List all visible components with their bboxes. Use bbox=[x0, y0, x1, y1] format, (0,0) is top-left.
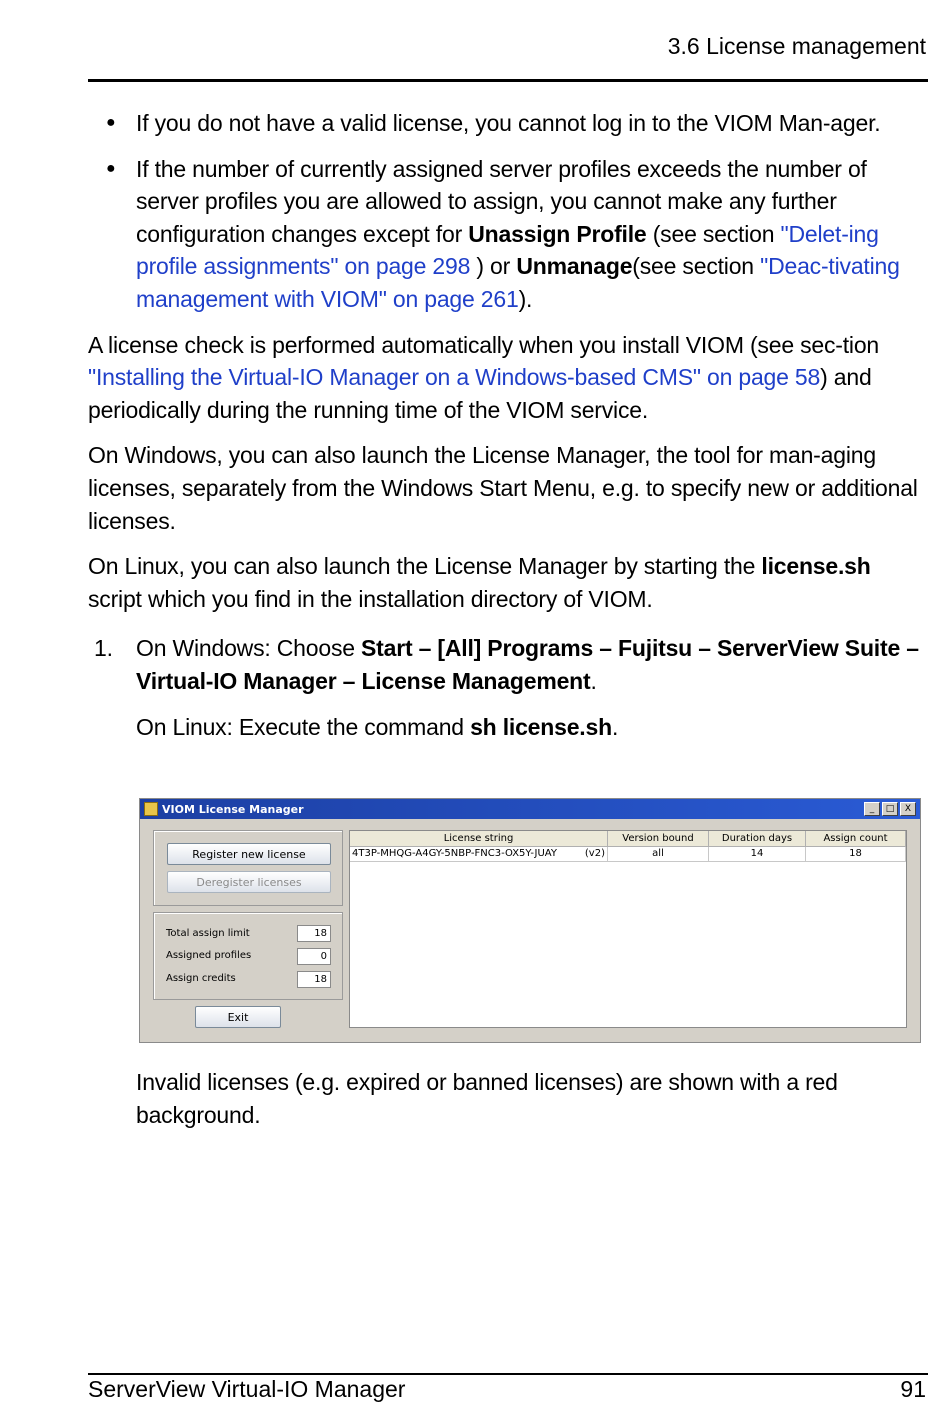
cross-reference-link[interactable]: "Installing the Virtual-IO Manager on a Windows-based CMS" on page 58 bbox=[88, 364, 821, 391]
bullet-dot-icon: ● bbox=[106, 114, 116, 131]
footer-title: ServerView Virtual-IO Manager bbox=[88, 1376, 406, 1402]
window-controls bbox=[864, 802, 916, 816]
license-manager-screenshot bbox=[139, 798, 921, 1043]
column-header[interactable]: License string bbox=[350, 831, 608, 846]
bold-term: Unassign Profile bbox=[468, 220, 647, 247]
license-actions-panel bbox=[153, 830, 343, 906]
maximize-icon[interactable]: □ bbox=[882, 802, 898, 816]
bullet-text: If the number of currently assigned server profiles exceeds the number of server profiles you are allowed to assign, you cannot make any further configuration changes except for bbox=[136, 155, 867, 247]
paragraph-text: ) and periodically during the running time of the VIOM service. bbox=[88, 364, 872, 423]
cross-reference-link[interactable]: "Delet-ing profile assignments" on page 298 bbox=[136, 220, 879, 280]
command-text: sh license.sh bbox=[470, 713, 612, 740]
assign-count-cell: 18 bbox=[806, 847, 906, 861]
version-tag: (v2) bbox=[584, 848, 605, 859]
license-table bbox=[349, 830, 907, 1028]
stat-label: Assigned profiles bbox=[166, 950, 252, 961]
step-number: 1. bbox=[94, 635, 113, 662]
header-rule bbox=[88, 79, 928, 82]
minimize-icon[interactable]: _ bbox=[864, 802, 880, 816]
bullet-item bbox=[88, 153, 930, 316]
duration-days-cell: 14 bbox=[709, 847, 806, 861]
step-text: . bbox=[611, 713, 619, 740]
linux-instruction bbox=[88, 711, 930, 744]
menu-path: Start – [All] Programs – Fujitsu – ServerView Suite – Virtual-IO Manager – License Management bbox=[136, 635, 919, 694]
step-item bbox=[88, 632, 930, 697]
bullet-text: ). bbox=[518, 285, 533, 312]
column-header[interactable]: Version bound bbox=[608, 831, 709, 846]
version-bound-cell: all bbox=[608, 847, 709, 861]
page-content bbox=[88, 107, 930, 743]
footer-rule bbox=[88, 1373, 928, 1375]
column-header[interactable]: Assign count bbox=[806, 831, 906, 846]
paragraph bbox=[88, 329, 930, 427]
window-title: VIOM License Manager bbox=[162, 802, 304, 816]
bold-term: license.sh bbox=[761, 553, 871, 580]
paragraph-text: A license check is performed automatically when you install VIOM (see sec-tion bbox=[88, 331, 880, 358]
assign-credits-field: 18 bbox=[297, 971, 331, 988]
bullet-item bbox=[88, 107, 930, 140]
license-stats-panel bbox=[153, 912, 343, 1000]
bullet-text: (see section bbox=[646, 220, 781, 247]
paragraph-text: On Linux, you can also launch the License Manager by starting the bbox=[88, 553, 762, 580]
column-header[interactable]: Duration days bbox=[709, 831, 806, 846]
step-text: On Linux: Execute the command bbox=[136, 713, 471, 740]
bullet-text: If you do not have a valid license, you cannot log in to the VIOM Man-ager. bbox=[136, 110, 881, 136]
figure-note: Invalid licenses (e.g. expired or banned licenses) are shown with a red background. bbox=[136, 1069, 838, 1128]
license-string: 4T3P-MHQG-A4GY-5NBP-FNC3-OX5Y-JUAY bbox=[352, 848, 557, 859]
table-row[interactable] bbox=[350, 847, 906, 862]
app-icon bbox=[144, 802, 158, 816]
assigned-profiles-field: 0 bbox=[297, 948, 331, 965]
window-titlebar bbox=[140, 799, 920, 819]
total-assign-limit-field: 18 bbox=[297, 925, 331, 942]
page-number: 91 bbox=[900, 1376, 926, 1402]
paragraph-text: script which you find in the installation directory of VIOM. bbox=[88, 585, 653, 612]
deregister-licenses-button[interactable]: Deregister licenses bbox=[167, 871, 331, 893]
stat-label: Assign credits bbox=[166, 973, 236, 984]
running-header: 3.6 License management bbox=[667, 33, 926, 59]
bold-term: Unmanage bbox=[516, 253, 633, 280]
bullet-text: ) or bbox=[470, 253, 517, 280]
stat-label: Total assign limit bbox=[166, 928, 250, 939]
bullet-text: (see section bbox=[632, 253, 761, 280]
paragraph bbox=[88, 550, 930, 615]
close-icon[interactable]: X bbox=[900, 802, 916, 816]
step-text: On Windows: Choose bbox=[136, 635, 362, 662]
register-license-button[interactable]: Register new license bbox=[167, 843, 331, 865]
cross-reference-link[interactable]: "Deac-tivating management with VIOM" on page 261 bbox=[136, 253, 900, 312]
step-text: . bbox=[590, 667, 597, 694]
paragraph: On Windows, you can also launch the License Manager, the tool for man-aging licenses, separately from the Windows Start Menu, e.g. to specify new or additional licenses. bbox=[88, 442, 918, 534]
table-header bbox=[350, 831, 906, 847]
license-string-cell bbox=[350, 847, 608, 861]
bullet-dot-icon: ● bbox=[106, 159, 116, 177]
exit-button[interactable]: Exit bbox=[195, 1006, 281, 1028]
